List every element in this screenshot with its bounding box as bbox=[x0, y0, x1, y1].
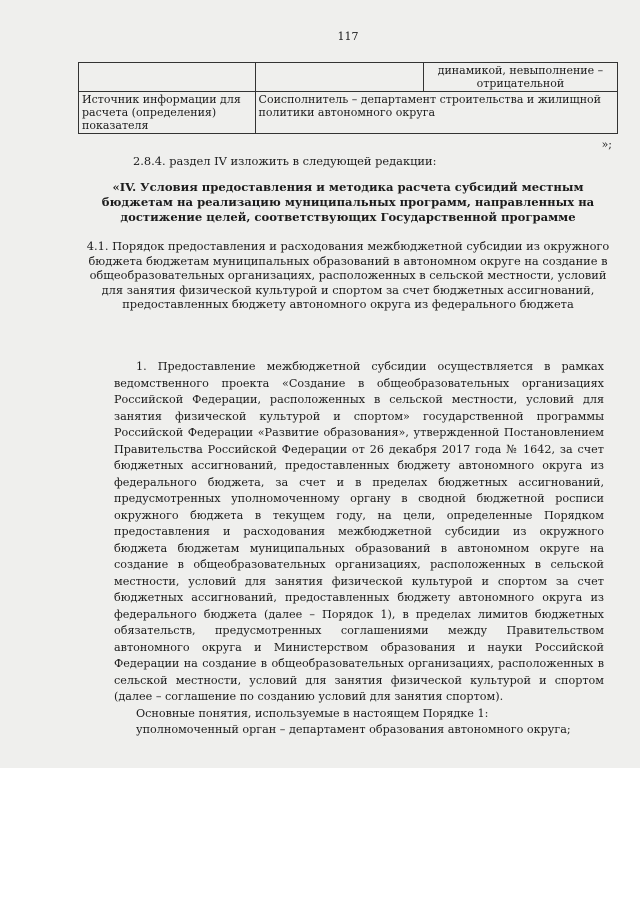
subsection-heading: 4.1. Порядок предоставления и расходования межбюджетной субсидии из окружного бюджета бюджетам муниципальных образований в автономном округе на создание в общеобразовательных организациях, расположенных в сельской местности, условий для занятия физической культурой и спортом за счет бюджетных ассигнований, предоставленных бюджету автономного округа из федерального бюджета bbox=[86, 239, 610, 312]
table-row-label: Источник информации для расчета (определения) показателя bbox=[79, 92, 256, 134]
paragraph: Основные понятия, используемые в настоящем Порядке 1: bbox=[136, 706, 489, 720]
paragraph: уполномоченный орган – департамент образования автономного округа; bbox=[136, 723, 571, 736]
table-row bbox=[79, 92, 618, 134]
body-text bbox=[114, 359, 604, 739]
section-heading: «IV. Условия предоставления и методика расчета субсидий местным бюджетам на реализацию муниципальных программ, направленных на достижение целей, соответствующих Государственной программе bbox=[101, 180, 595, 224]
table-row-value: Соисполнитель – департамент строительства и жилищной политики автономного округа bbox=[255, 92, 617, 134]
table-row bbox=[79, 63, 618, 92]
intro-line: 2.8.4. раздел IV изложить в следующей редакции: bbox=[133, 154, 437, 168]
document-page bbox=[78, 20, 618, 765]
table-cell bbox=[255, 63, 423, 92]
closing-mark: »; bbox=[601, 138, 612, 151]
table-cell-continuation: динамикой, невыполнение – отрицательной bbox=[423, 63, 617, 92]
page-number: 117 bbox=[337, 30, 359, 43]
paragraph: 1. Предоставление межбюджетной субсидии осуществляется в рамках ведомственного проекта «Создание в общеобразовательных организациях Российской Федерации, расположенных в сельской местности, условий для занятия физической культурой и спортом» государственной программы Российской Федерации «Развитие образования», утвержденной Постановлением Правительства Российской Федерации от 26 декабря 2017 года № 1642, за счет бюджетных ассигнований, предоставленных бюджету автономного округа из федерального бюджета, за счет и в пределах бюджетных ассигнований, предусмотренных уполномоченному органу в сводной бюджетной росписи окружного бюджета в текущем году, на цели, определенные Порядком предоставления и расходования межбюджетной субсидии из окружного бюджета бюджетам муниципальных образований в автономном округе на создание в общеобразовательных организациях, расположенных в сельской местности, условий для занятия физической культурой и спортом за счет бюджетных ассигнований, предоставленных бюджету автономного округа из федерального бюджета (далее – Порядок 1), в пределах лимитов бюджетных обязательств, предусмотренных соглашениями между Правительством автономного округа и Министерством образования и науки Российской Федерации на создание в общеобразовательных организациях, расположенных в сельской местности, условий для занятия физической культурой и спортом (далее – соглашение по созданию условий для занятия спортом). bbox=[114, 360, 604, 703]
table-cell bbox=[79, 63, 256, 92]
indicator-table bbox=[78, 62, 618, 134]
